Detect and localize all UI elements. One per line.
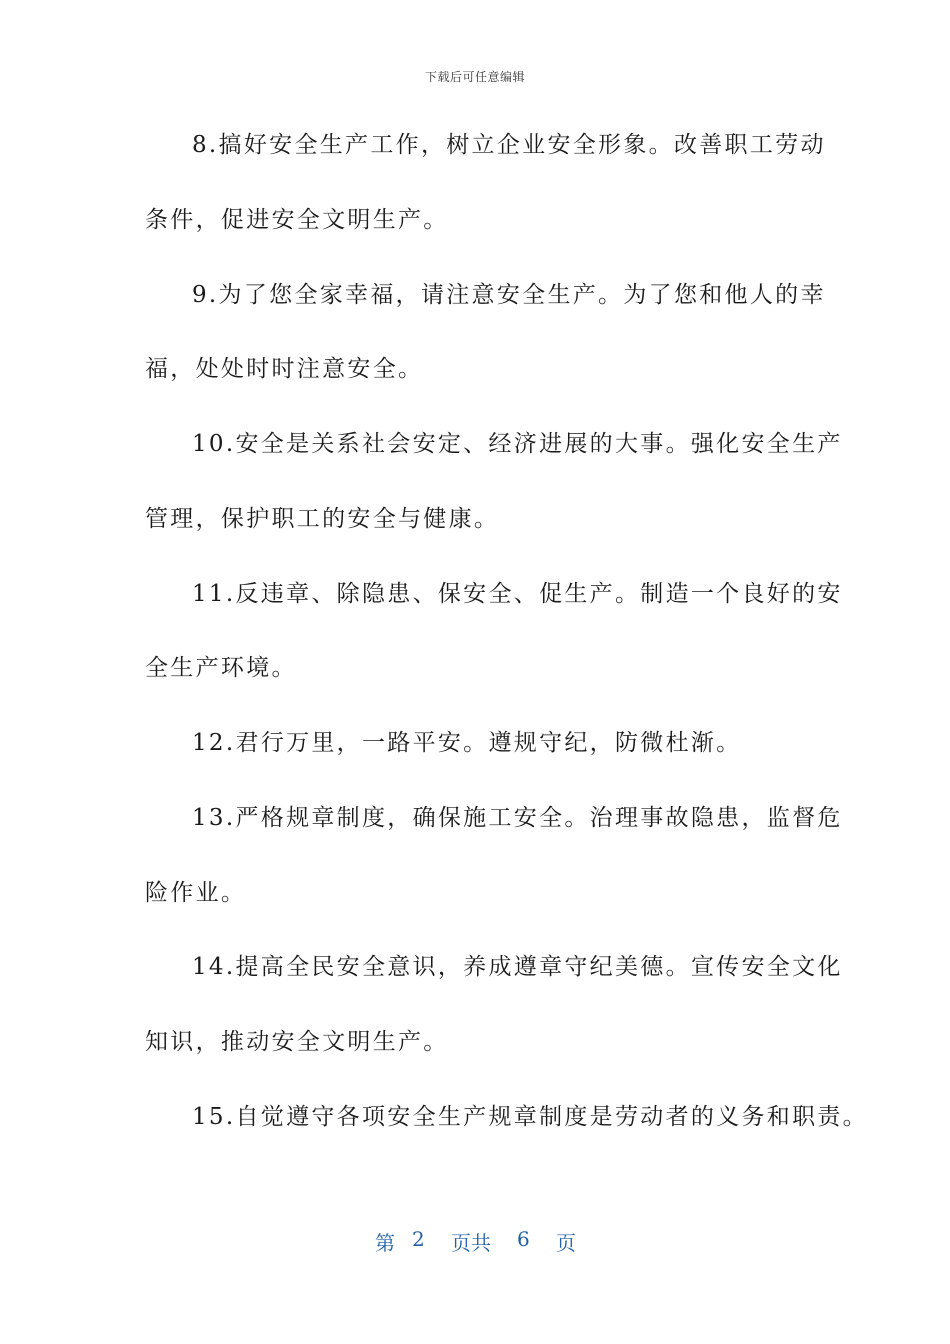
footer-middle: 页共 [451, 1231, 491, 1255]
footer-suffix: 页 [556, 1231, 576, 1255]
slogan-8-line-1: 8.搞好安全生产工作，树立企业安全形象。改善职工劳动 [192, 132, 826, 158]
footer-page-number: 2 [412, 1227, 425, 1251]
slogan-8-line-2: 条件，促进安全文明生产。 [145, 207, 449, 233]
page-footer [0, 1227, 950, 1253]
slogan-14-line-1: 14.提高全民安全意识，养成遵章守纪美德。宣传安全文化 [192, 954, 843, 980]
slogan-11-line-1: 11.反违章、除隐患、保安全、促生产。制造一个良好的安 [192, 581, 843, 607]
footer-prefix: 第 [375, 1231, 395, 1255]
slogan-10-line-2: 管理，保护职工的安全与健康。 [145, 506, 500, 532]
slogan-11-line-2: 全生产环境。 [145, 655, 297, 681]
slogan-10-line-1: 10.安全是关系社会安定、经济进展的大事。强化安全生产 [192, 431, 843, 457]
slogan-14-line-2: 知识，推动安全文明生产。 [145, 1029, 449, 1055]
header-note: 下载后可任意编辑 [424, 70, 525, 84]
slogan-9-line-2: 福，处处时时注意安全。 [145, 356, 424, 382]
slogan-13-line-2: 险作业。 [145, 880, 247, 906]
slogan-9-line-1: 9.为了您全家幸福，请注意安全生产。为了您和他人的幸 [192, 282, 826, 308]
footer-total-pages: 6 [517, 1227, 530, 1251]
slogan-15-line-1: 15.自觉遵守各项安全生产规章制度是劳动者的义务和职责。 [192, 1104, 868, 1130]
slogan-13-line-1: 13.严格规章制度，确保施工安全。治理事故隐患，监督危 [192, 805, 843, 831]
slogan-12-line-1: 12.君行万里，一路平安。遵规守纪，防微杜渐。 [192, 730, 742, 756]
